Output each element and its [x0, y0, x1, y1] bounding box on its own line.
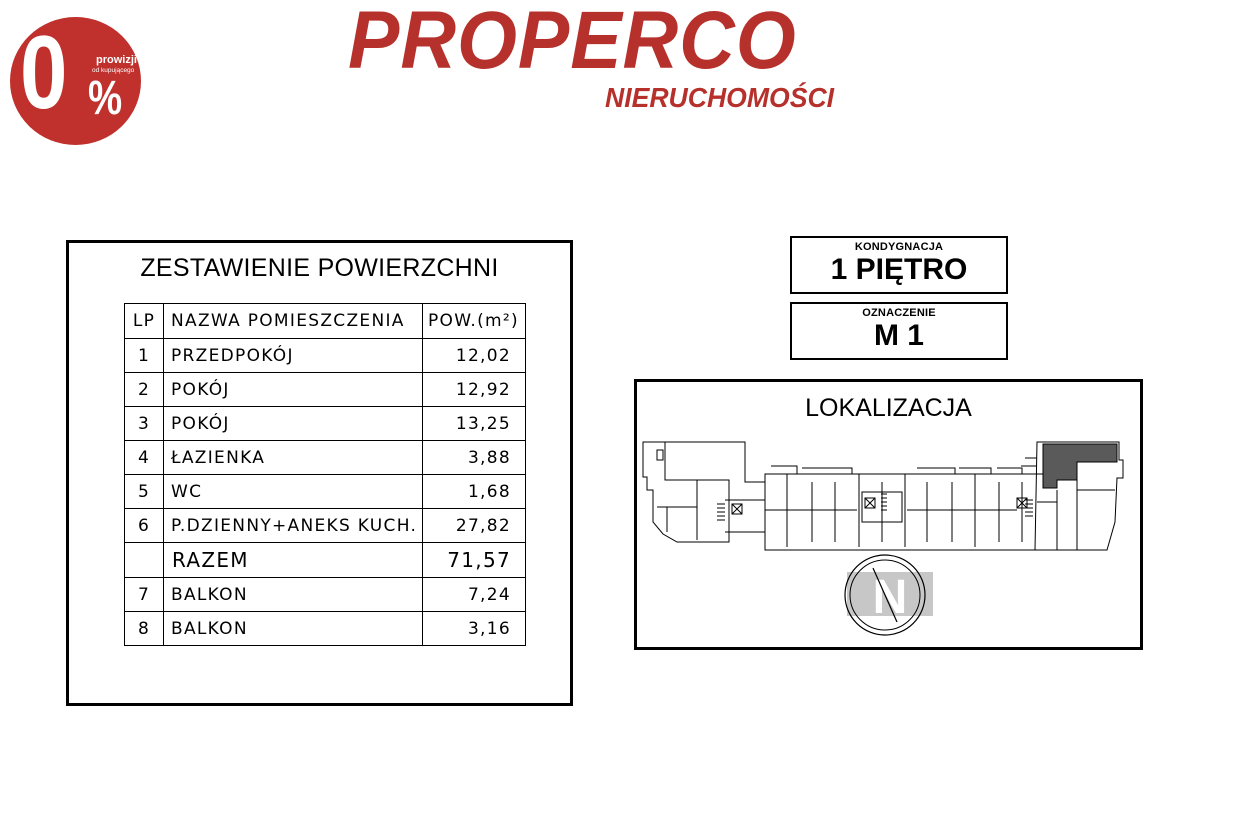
plan-west-wing — [643, 442, 765, 542]
badge-percent: % — [88, 72, 123, 125]
col-lp: LP — [125, 304, 164, 339]
unit-box — [790, 302, 1008, 360]
total-value: 71,57 — [423, 543, 526, 578]
highlighted-apartment — [1043, 444, 1117, 488]
unit-label: OZNACZENIE — [862, 307, 936, 319]
table-row: 3 POKÓJ 13,25 — [125, 407, 526, 441]
col-area: POW.(m²) — [423, 304, 526, 339]
table-row: 6 P.DZIENNY+ANEKS KUCH. 27,82 — [125, 509, 526, 543]
table-row: 5 WC 1,68 — [125, 475, 526, 509]
location-panel — [634, 379, 1143, 650]
brand-logo: PROPERCO — [348, 0, 797, 86]
table-row: 7 BALKON 7,24 — [125, 578, 526, 612]
floor-box — [790, 236, 1008, 294]
building-plan — [637, 382, 1140, 647]
table-row: 1 PRZEDPOKÓJ 12,02 — [125, 339, 526, 373]
total-label: RAZEM — [164, 543, 423, 578]
zero-commission-badge — [10, 17, 141, 145]
summary-title: ZESTAWIENIE POWIERZCHNI — [140, 254, 499, 282]
badge-line2: od kupującego — [92, 67, 135, 74]
area-summary-panel — [66, 240, 573, 706]
table-row: 4 ŁAZIENKA 3,88 — [125, 441, 526, 475]
col-name: NAZWA POMIESZCZENIA — [164, 304, 423, 339]
floor-label: KONDYGNACJA — [854, 241, 944, 253]
unit-value: M 1 — [873, 319, 924, 352]
compass-icon — [845, 555, 933, 635]
badge-zero: 0 — [20, 15, 68, 131]
total-row — [125, 543, 526, 578]
badge-line1: prowizji — [96, 54, 137, 66]
floor-value: 1 PIĘTRO — [830, 253, 968, 286]
location-title: LOKALIZACJA — [805, 394, 972, 422]
rooms-table — [124, 303, 526, 646]
compass-letter: N — [872, 571, 908, 624]
table-header-row — [125, 304, 526, 339]
brand-subtitle: NIERUCHOMOŚCI — [605, 82, 835, 113]
table-row: 2 POKÓJ 12,92 — [125, 373, 526, 407]
table-row: 8 BALKON 3,16 — [125, 612, 526, 646]
